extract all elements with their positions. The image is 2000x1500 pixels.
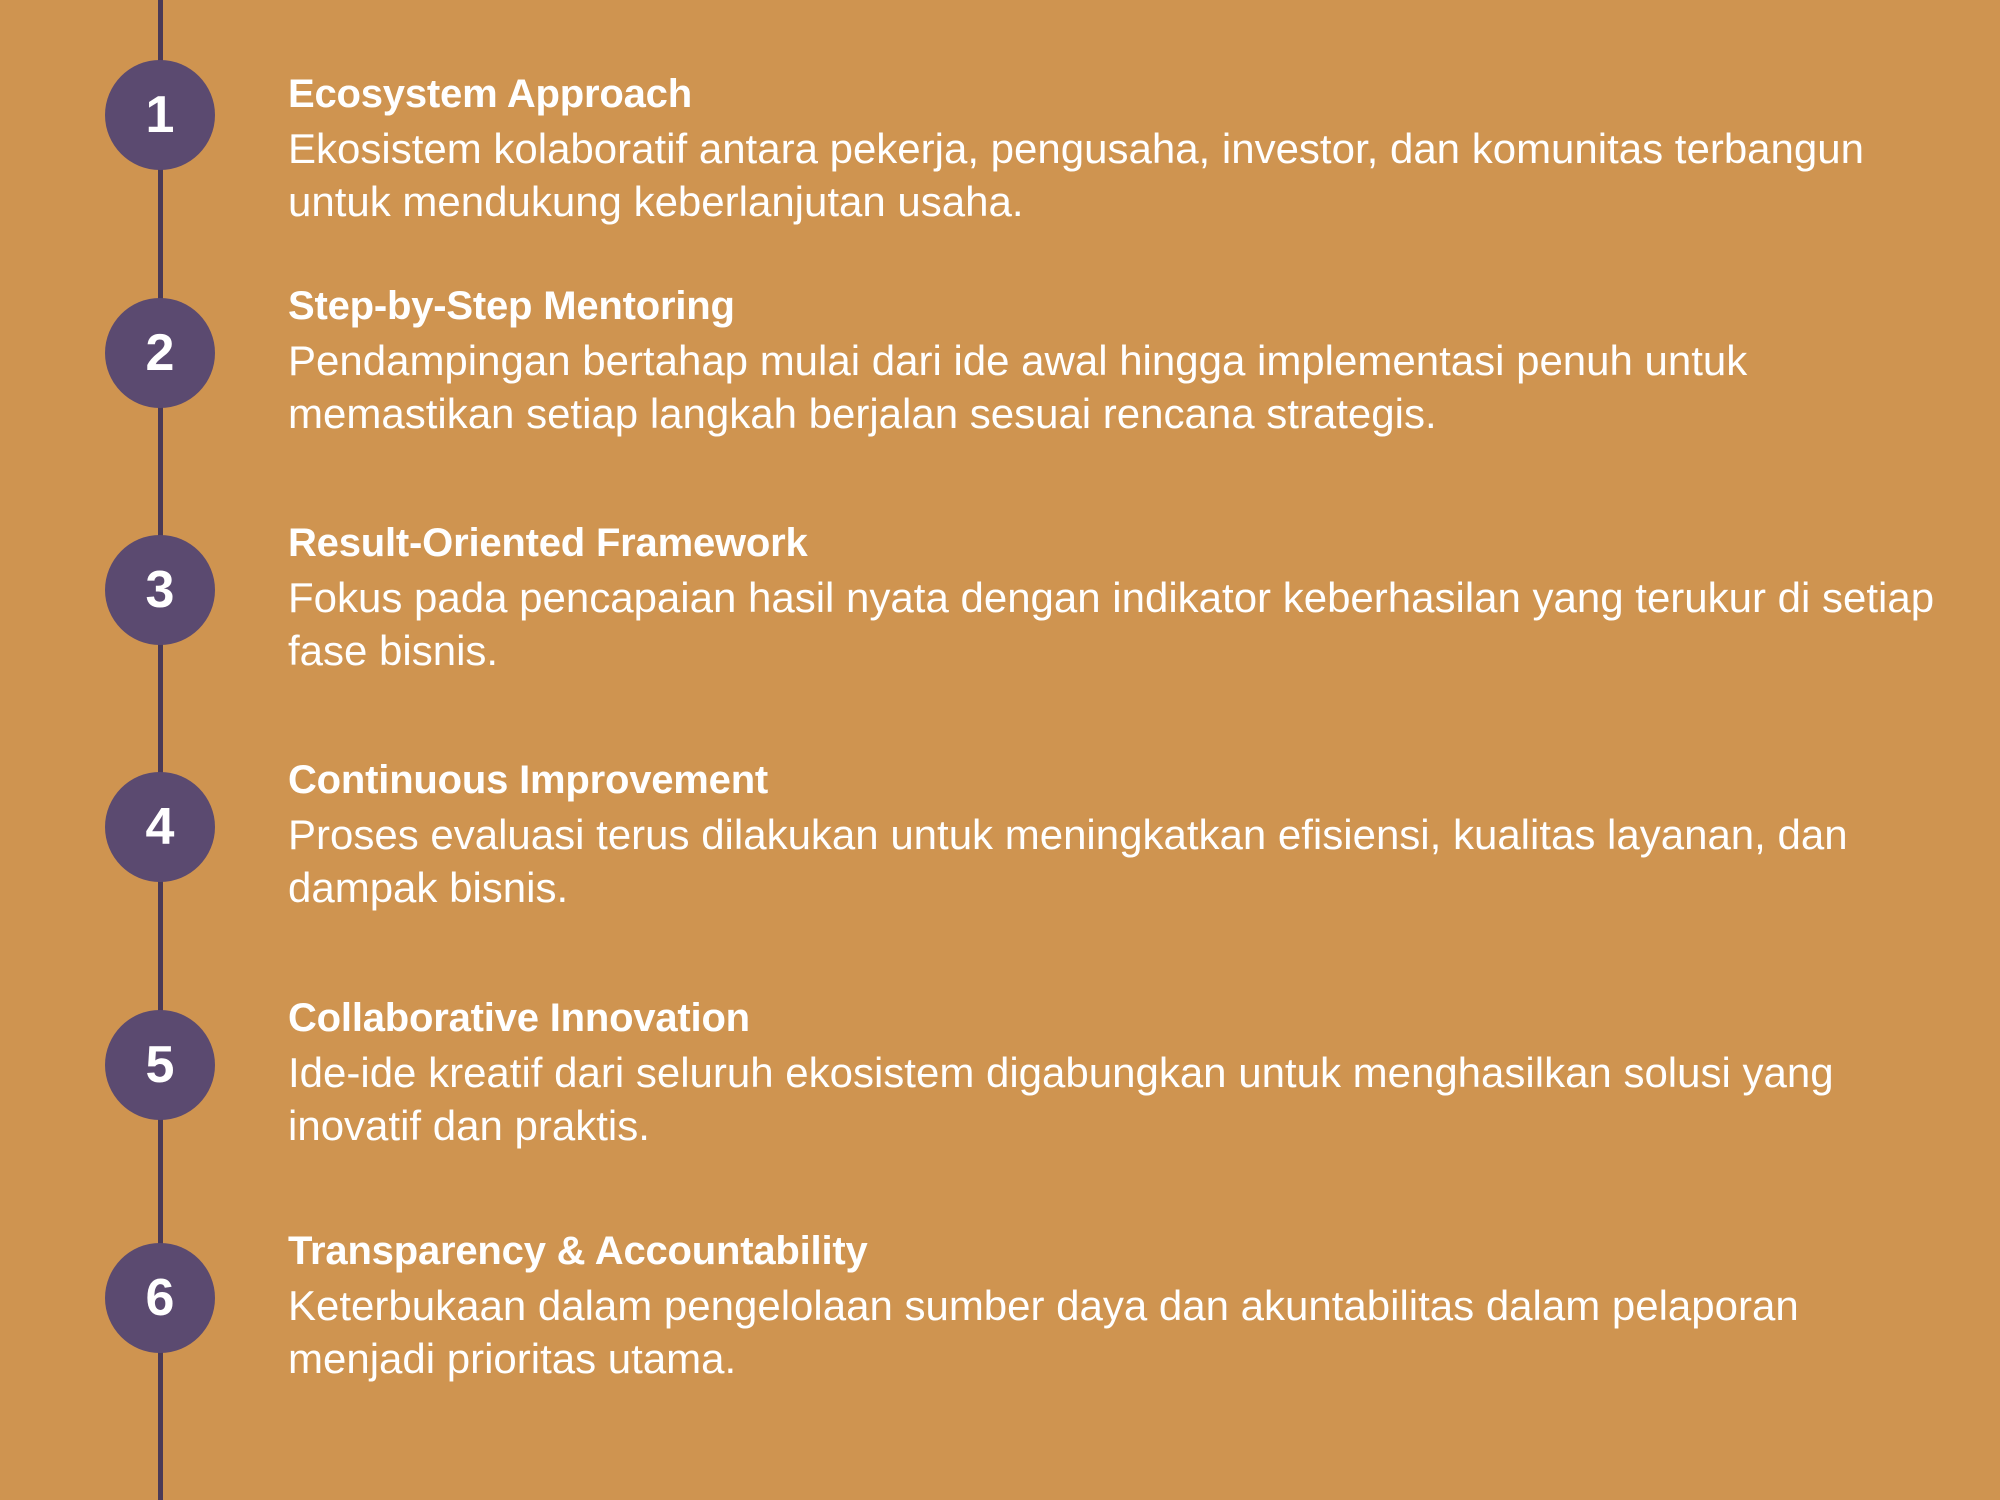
timeline-item-title: Ecosystem Approach [288,72,692,116]
timeline-item-description: Ide-ide kreatif dari seluruh ekosistem digabungkan untuk menghasilkan solusi yang inovatif dan praktis. [288,1048,1834,1149]
timeline-item-description: Ekosistem kolaboratif antara pekerja, pengusaha, investor, dan komunitas terbangun untuk mendukung keberlanjutan usaha. [288,124,1864,225]
timeline-item-title: Transparency & Accountability [288,1229,868,1273]
timeline-item-description: Proses evaluasi terus dilakukan untuk meningkatkan efisiensi, kualitas layanan, dan dampak bisnis. [288,810,1848,911]
timeline-item-description: Fokus pada pencapaian hasil nyata dengan indikator keberhasilan yang terukur di setiap fase bisnis. [288,573,1935,674]
timeline-item-content [288,1229,1968,1386]
timeline-step-badge: 2 [105,298,215,408]
timeline-item-title: Continuous Improvement [288,758,769,802]
timeline-step-badge: 1 [105,60,215,170]
timeline-item-description: Keterbukaan dalam pengelolaan sumber daya dan akuntabilitas dalam pelaporan menjadi prioritas utama. [288,1281,1799,1382]
timeline-item-content [288,284,1968,441]
timeline-item-title: Step-by-Step Mentoring [288,284,735,328]
timeline-item-content [288,72,1968,229]
timeline-item-description: Pendampingan bertahap mulai dari ide awal hingga implementasi penuh untuk memastikan setiap langkah berjalan sesuai rencana strategis. [288,336,1748,437]
timeline-step-badge: 4 [105,772,215,882]
timeline-step-badge: 6 [105,1243,215,1353]
timeline-step-badge: 3 [105,535,215,645]
timeline-item-content [288,521,1968,678]
timeline-item-content [288,996,1968,1153]
timeline-item-content [288,758,1968,915]
timeline-item-title: Collaborative Innovation [288,996,750,1040]
timeline-step-badge: 5 [105,1010,215,1120]
timeline-item-title: Result-Oriented Framework [288,521,808,565]
